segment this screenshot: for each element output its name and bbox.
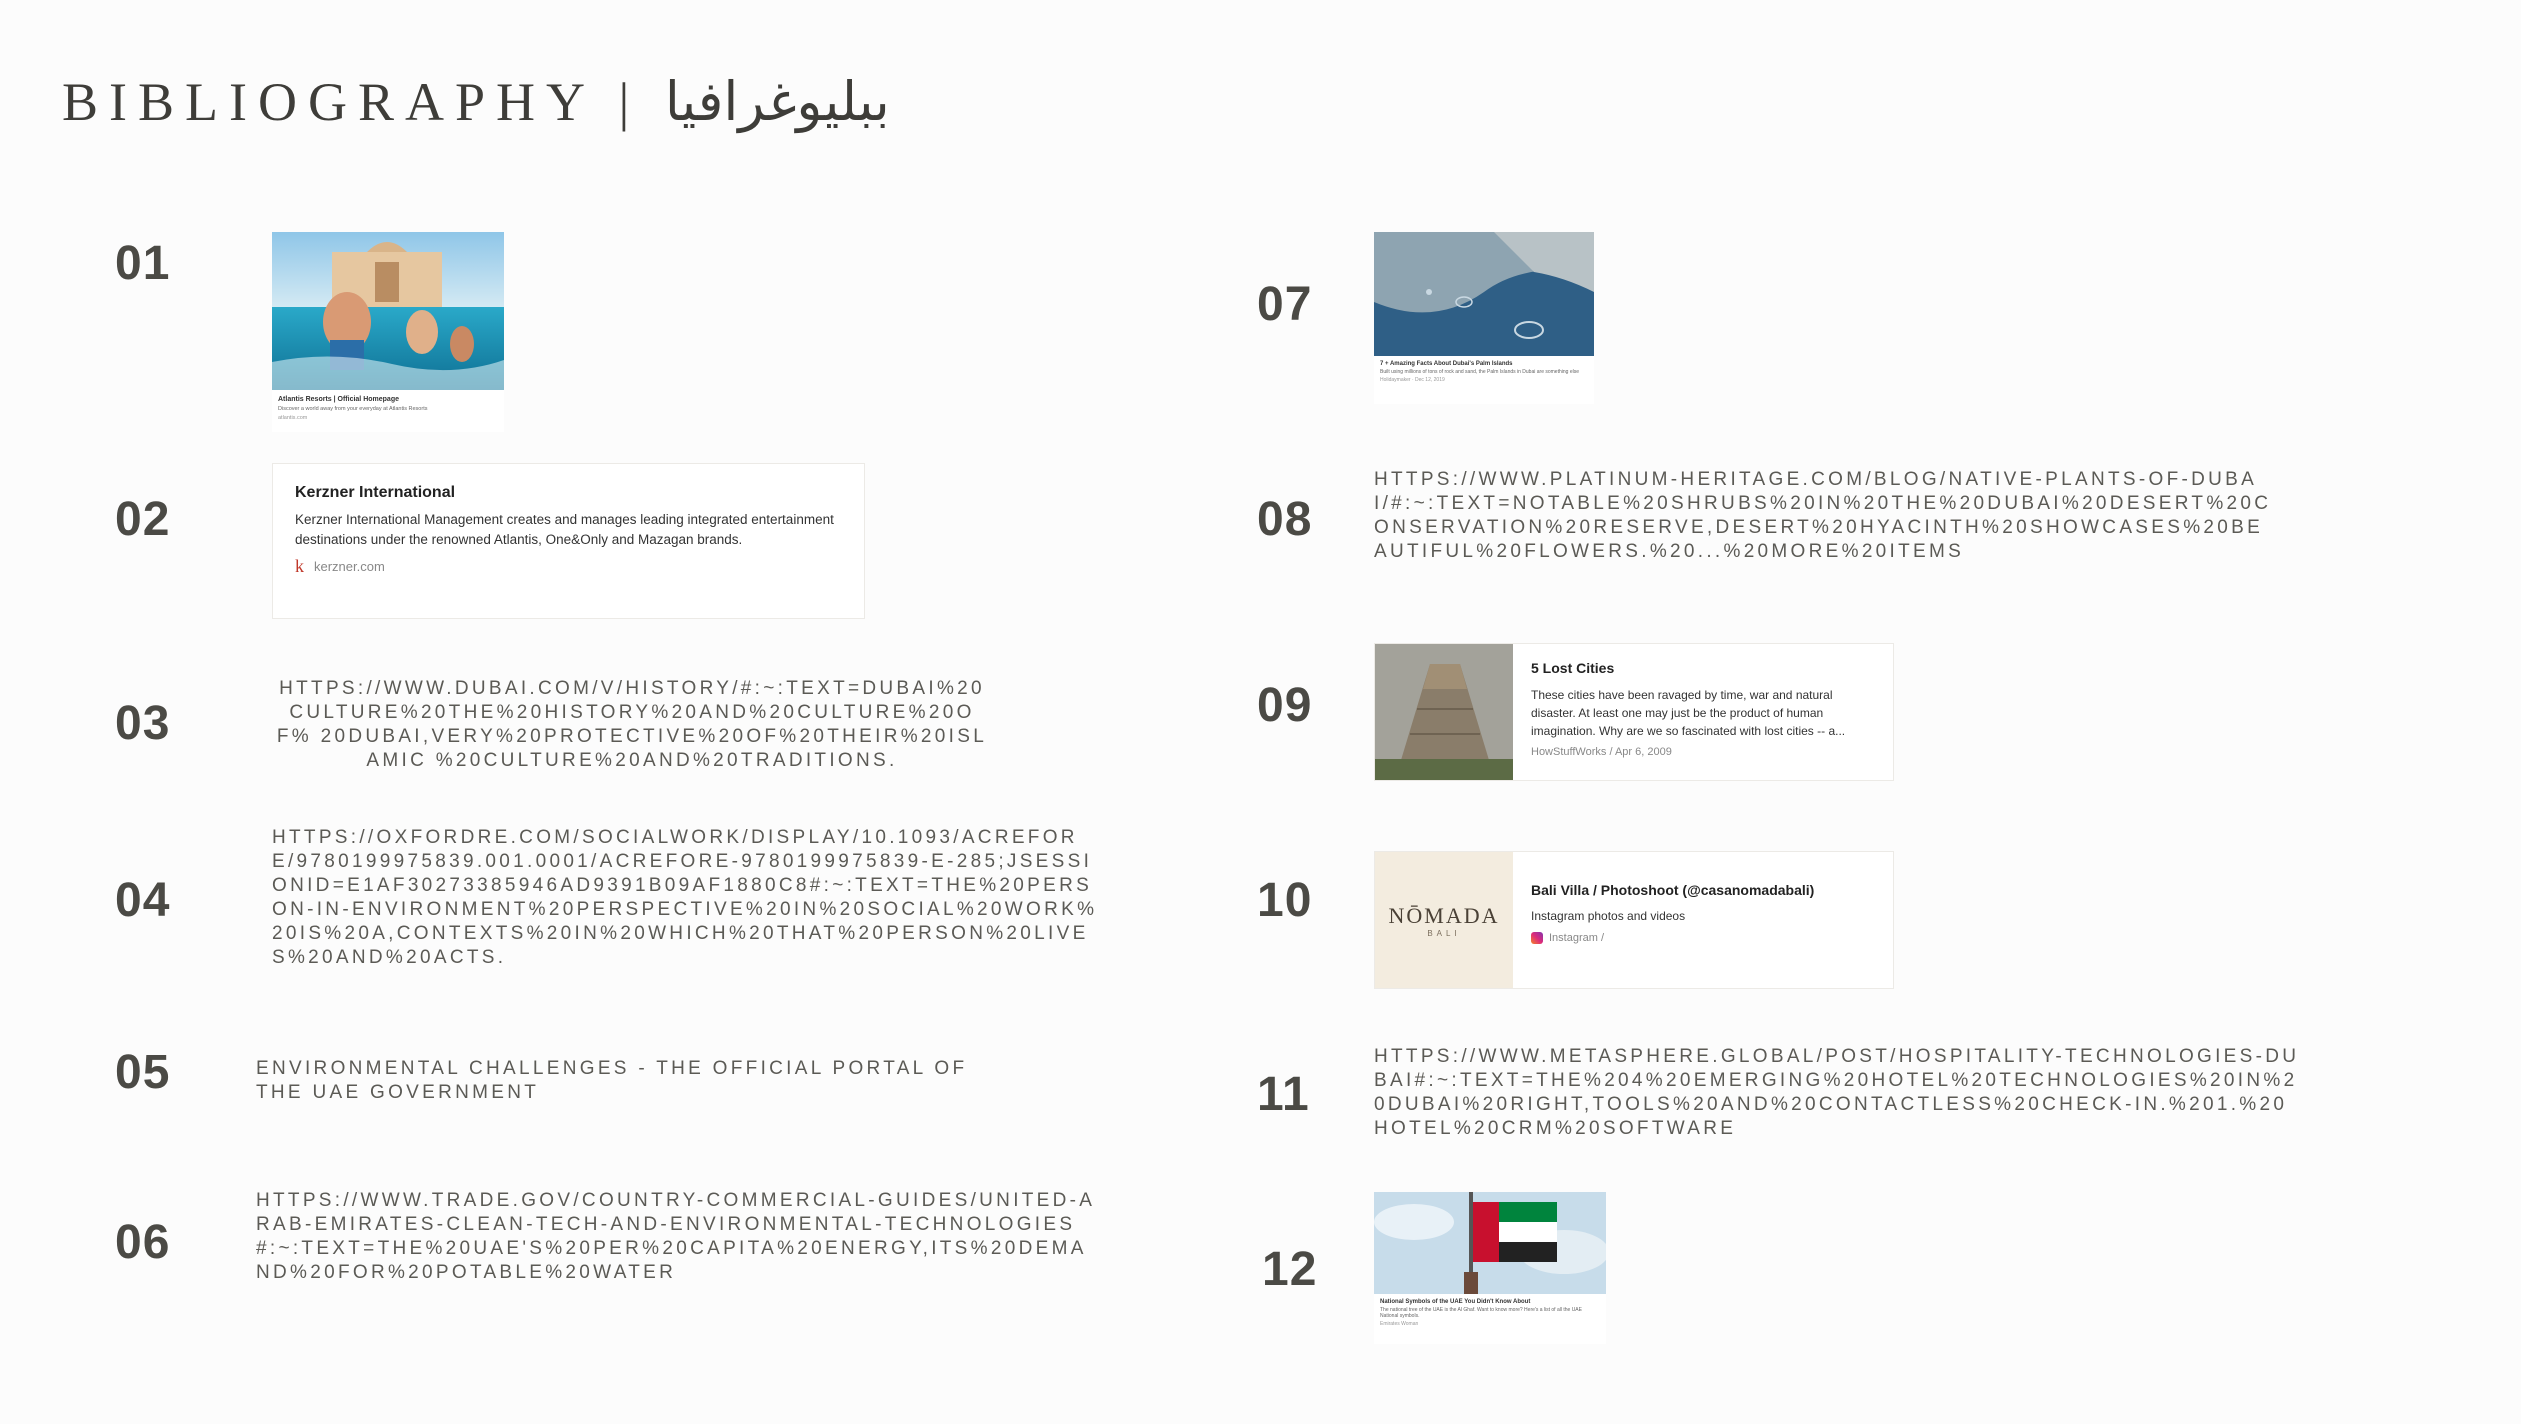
card-description: Built using millions of tons of rock and sand, the Palm Islands in Dubai are something else	[1380, 369, 1579, 375]
reference-url-03[interactable]: HTTPS://WWW.DUBAI.COM/V/HISTORY/#:~:TEXT=DUBAI%20 CULTURE%20THE%20HISTORY%20AND%20CULTURE%20OF% 20DUBAI,VERY%20PROTECTIVE%20OF%20THEIR%20ISLAMIC %20CULTURE%20AND%20TRADITIONS.	[276, 678, 988, 771]
entry-number-05: 05	[115, 1046, 171, 1099]
entry-number-12: 12	[1262, 1243, 1318, 1296]
card-site: Instagram /	[1549, 932, 1605, 944]
link-card-palm-islands[interactable]	[1374, 232, 1594, 404]
entry-number-09: 09	[1257, 679, 1313, 732]
entry-number-01: 01	[115, 237, 171, 290]
reference-url-08[interactable]: HTTPS://WWW.PLATINUM-HERITAGE.COM/BLOG/NATIVE-PLANTS-OF-DUBAI/#:~:TEXT=NOTABLE%20SHRUBS%20IN%20THE%20DUBAI%20DESERT%20CONSERVATION%20RESERVE,DESERT%20HYACINTH%20SHOWCASES%20BEAUTIFUL%20FLOWERS.%20...%20MORE%20ITEMS	[1374, 469, 2272, 562]
entry-number-06: 06	[115, 1216, 171, 1269]
link-card-kerzner[interactable]	[272, 463, 865, 619]
card-description: Discover a world away from your everyday at Atlantis Resorts	[278, 406, 428, 412]
kerzner-k-logo-icon: k	[295, 556, 304, 576]
reference-text-05[interactable]: ENVIRONMENTAL CHALLENGES - THE OFFICIAL PORTAL OF THE UAE GOVERNMENT	[256, 1058, 968, 1103]
link-card-lost-cities[interactable]	[1374, 643, 1894, 781]
card-site: HowStuffWorks / Apr 6, 2009	[1531, 746, 1672, 758]
card-title: National Symbols of the UAE You Didn't Know About	[1380, 1299, 1531, 1305]
link-card-atlantis[interactable]	[272, 232, 504, 432]
card-title: 7 + Amazing Facts About Dubai's Palm Islands	[1380, 361, 1513, 367]
card-title: Bali Villa / Photoshoot (@casanomadabali)	[1531, 882, 1815, 898]
card-site: Holidaymaker · Dec 12, 2019	[1380, 377, 1445, 383]
card-description: Instagram photos and videos	[1531, 909, 1686, 923]
link-card-casa-nomada[interactable]	[1374, 851, 1894, 989]
entry-number-10: 10	[1257, 874, 1313, 927]
pyramid-ruin-photo	[1375, 644, 1513, 780]
reference-url-11[interactable]: HTTPS://WWW.METASPHERE.GLOBAL/POST/HOSPITALITY-TECHNOLOGIES-DUBAI#:~:TEXT=THE%204%20EMERGING%20HOTEL%20TECHNOLOGIES%20IN%20DUBAI%20RIGHT,TOOLS%20AND%20CONTACTLESS%20CHECK-IN.%201.%20HOTEL%20CRM%20SOFTWARE	[1374, 1046, 2300, 1139]
entry-number-07: 07	[1257, 278, 1313, 331]
entry-number-04: 04	[115, 874, 171, 927]
card-title: 5 Lost Cities	[1531, 660, 1615, 676]
atlantis-resort-photo	[272, 232, 504, 390]
card-title: Atlantis Resorts | Official Homepage	[278, 396, 399, 403]
card-title: Kerzner International	[295, 484, 456, 501]
entry-number-08: 08	[1257, 493, 1313, 546]
entry-number-11: 11	[1257, 1068, 1310, 1121]
entry-number-03: 03	[115, 697, 171, 750]
card-site: atlantis.com	[278, 415, 308, 421]
nomada-bali-logo: NŌMADA BALI	[1375, 852, 1513, 988]
card-site: kerzner.com	[314, 559, 385, 574]
card-description: The national tree of the UAE is the Al Ghaf. Want to know more? Here's a list of all the UAE National symbols.	[1380, 1307, 1582, 1319]
card-description: These cities have been ravaged by time, war and natural disaster. At least one may just be the product of human imagination. Why are we so fascinated with lost cities -- a...	[1531, 688, 1846, 738]
reference-url-06[interactable]: HTTPS://WWW.TRADE.GOV/COUNTRY-COMMERCIAL-GUIDES/UNITED-ARAB-EMIRATES-CLEAN-TECH-AND-ENVIRONMENTAL-TECHNOLOGIES#:~:TEXT=THE%20UAE'S%20PER%20CAPITA%20ENERGY,ITS%20DEMAND%20FOR%20POTABLE%20WATER	[256, 1190, 1096, 1283]
entry-number-02: 02	[115, 493, 171, 546]
instagram-icon	[1531, 932, 1543, 944]
link-card-uae-symbols[interactable]	[1374, 1192, 1606, 1344]
card-site: Emirates Woman	[1380, 1321, 1419, 1327]
uae-flag-photo	[1374, 1192, 1606, 1294]
palm-islands-satellite-photo	[1374, 232, 1594, 356]
reference-url-04[interactable]: HTTPS://OXFORDRE.COM/SOCIALWORK/DISPLAY/10.1093/ACREFORE/9780199975839.001.0001/ACREFORE-9780199975839-E-285;JSESSIONID=E1AF30273385946AD9391B09AF1880C8#:~:TEXT=THE%20PERSON-IN-ENVIRONMENT%20PERSPECTIVE%20IN%20SOCIAL%20WORK%20IS%20A,CONTEXTS%20IN%20WHICH%20THAT%20PERSON%20LIVES%20AND%20ACTS.	[272, 827, 1098, 968]
page-title: BIBLIOGRAPHY | ببليوغرافيا	[62, 72, 890, 132]
card-description: Kerzner International Management creates and manages leading integrated entertainment destinations under the renowned Atlantis, One&Only and Mazagan brands.	[295, 512, 834, 547]
